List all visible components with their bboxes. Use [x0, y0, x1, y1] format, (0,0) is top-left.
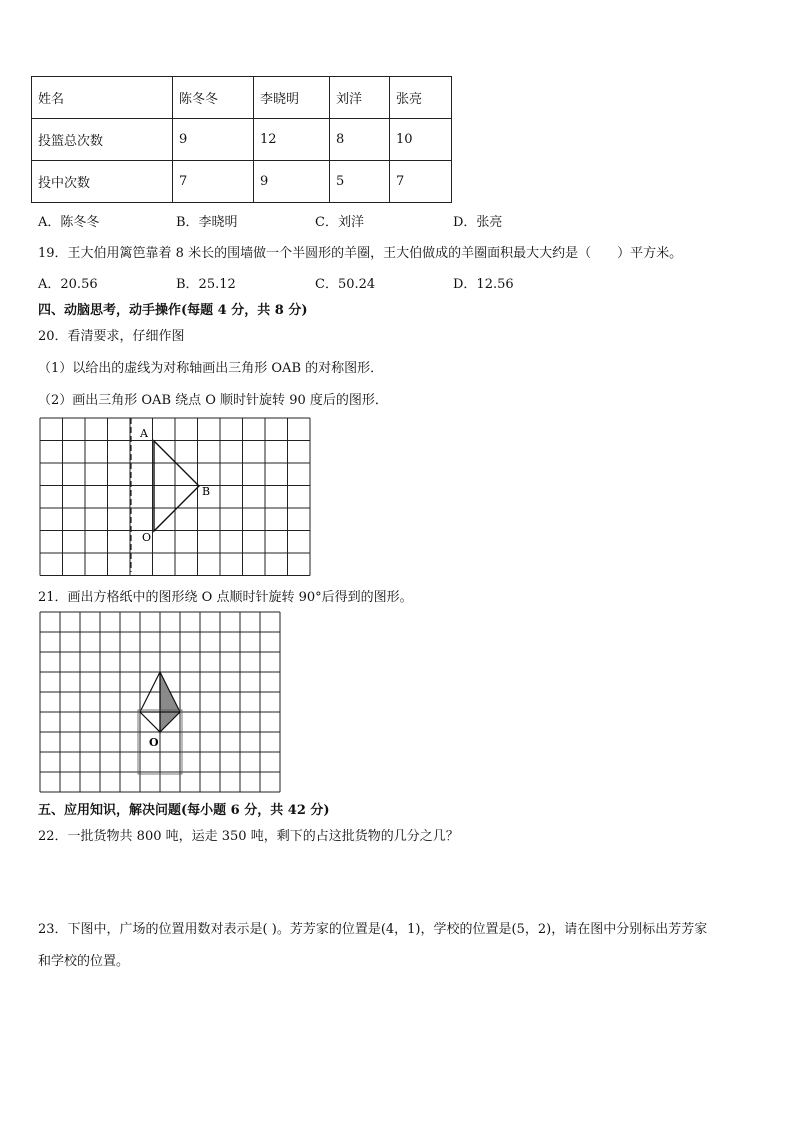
section-4-heading: 四、动脑思考，动手操作(每题 4 分，共 8 分) [38, 303, 308, 318]
table-cell: 姓名 [32, 77, 173, 119]
q22-text: 22．一批货物共 800 吨，运走 350 吨，剩下的占这批货物的几分之几？ [38, 829, 459, 844]
table-cell: 12 [254, 119, 330, 161]
table-cell: 7 [390, 161, 452, 203]
q19-option-a: A．20.56 [38, 277, 98, 292]
q20-label-a: A [140, 427, 148, 440]
q19-option-d: D．12.56 [453, 277, 514, 292]
table-cell: 10 [390, 119, 452, 161]
table-cell: 张亮 [390, 77, 452, 119]
q20-label-b: B [202, 485, 211, 498]
q18-option-d: D．张亮 [453, 215, 503, 230]
table-cell: 7 [173, 161, 254, 203]
section-5-heading: 五、应用知识，解决问题(每小题 6 分，共 42 分) [38, 803, 330, 818]
table-cell: 李晓明 [254, 77, 330, 119]
q19-option-b: B．25.12 [176, 277, 236, 292]
q20-grid [40, 418, 310, 576]
q20-text: 20．看清要求，仔细作图 [38, 329, 185, 344]
table-cell: 5 [330, 161, 390, 203]
table-cell: 9 [254, 161, 330, 203]
q21-label-o: O [149, 736, 159, 749]
table-cell: 刘洋 [330, 77, 390, 119]
table-cell: 9 [173, 119, 254, 161]
q18-option-a: A．陈冬冬 [38, 215, 100, 230]
q19-text: 19．王大伯用篱笆靠着 8 米长的围墙做一个半圆形的羊圈，王大伯做成的羊圈面积最大大约是（ ）平方米。 [38, 246, 683, 261]
q20-sub2: （2）画出三角形 OAB 绕点 O 顺时针旋转 90 度后的图形． [38, 393, 388, 408]
q23-line1: 23．下图中，广场的位置用数对表示是( )。芳芳家的位置是(4，1)，学校的位置是(5，2)，请在图中分别标出芳芳家 [38, 922, 708, 937]
q20-sub1: （1）以给出的虚线为对称轴画出三角形 OAB 的对称图形． [38, 361, 384, 376]
q20-label-o: O [142, 531, 152, 544]
q18-option-b: B．李晓明 [176, 215, 238, 230]
table-cell: 8 [330, 119, 390, 161]
q21-shaded-triangle [160, 672, 180, 732]
q19-option-c: C．50.24 [315, 277, 376, 292]
q18-option-c: C．刘洋 [315, 215, 364, 230]
table-cell: 投篮总次数 [32, 119, 173, 161]
q21-outline-triangle [140, 672, 160, 732]
q21-text: 21．画出方格纸中的图形绕 O 点顺时针旋转 90°后得到的图形。 [38, 590, 413, 605]
table-cell: 陈冬冬 [173, 77, 254, 119]
table-cell: 投中次数 [32, 161, 173, 203]
q23-line2: 和学校的位置。 [38, 954, 130, 969]
